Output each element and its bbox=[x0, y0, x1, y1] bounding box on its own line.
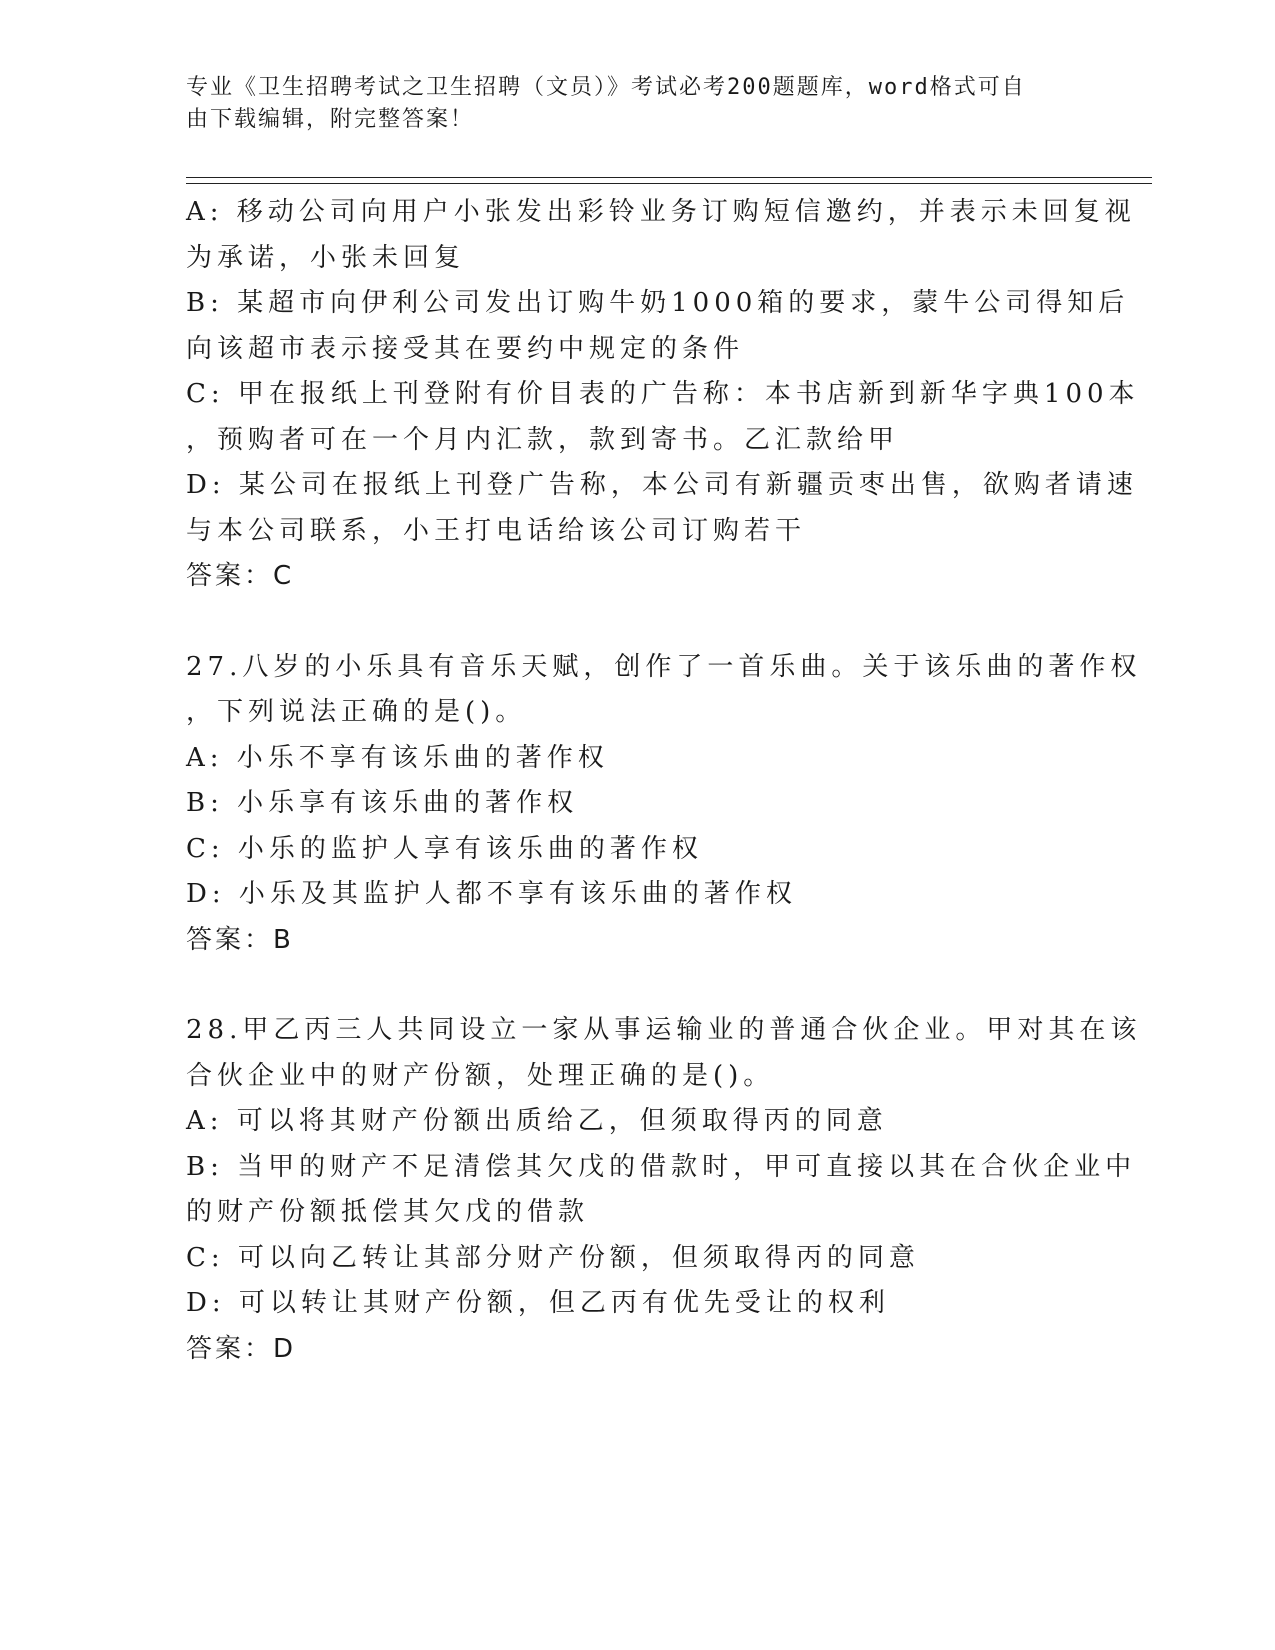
option-c: C: 可以向乙转让其部分财产份额，但须取得丙的同意 bbox=[186, 1242, 920, 1273]
option-a-line-2: 为承诺，小张未回复 bbox=[186, 242, 466, 273]
option-b-line-1: B: 某超市向伊利公司发出订购牛奶1000箱的要求，蒙牛公司得知后 bbox=[186, 288, 1130, 318]
option-a: A: 可以将其财产份额出质给乙，但须取得丙的同意 bbox=[186, 1106, 888, 1136]
header-line-2: 由下载编辑，附完整答案！ bbox=[186, 107, 475, 132]
question-stem-line-2: ，下列说法正确的是()。 bbox=[186, 697, 527, 727]
option-b-line-2: 的财产份额抵偿其欠戊的借款 bbox=[186, 1197, 590, 1227]
option-b-line-1: B: 当甲的财产不足清偿其欠戊的借款时，甲可直接以其在合伙企业中 bbox=[186, 1151, 1137, 1182]
answer-line: 答案：C bbox=[186, 561, 295, 591]
option-c-line-2: ，预购者可在一个月内汇款，款到寄书。乙汇款给甲 bbox=[186, 424, 900, 455]
document-body bbox=[186, 190, 1142, 1372]
option-d-line-1: D: 某公司在报纸上刊登广告称，本公司有新疆贡枣出售，欲购者请速 bbox=[186, 470, 1138, 500]
option-a: A: 小乐不享有该乐曲的著作权 bbox=[186, 742, 609, 773]
question-spacer bbox=[186, 963, 1086, 1008]
question-28 bbox=[186, 1008, 1142, 1372]
document-header bbox=[186, 72, 1066, 136]
option-d: D: 可以转让其财产份额，但乙丙有优先受让的权利 bbox=[186, 1288, 890, 1318]
question-27 bbox=[186, 645, 1142, 964]
option-b: B: 小乐享有该乐曲的著作权 bbox=[186, 788, 579, 818]
option-a-line-1: A: 移动公司向用户小张发出彩铃业务订购短信邀约，并表示未回复视 bbox=[186, 197, 1136, 227]
question-spacer bbox=[186, 600, 1086, 645]
option-b-line-2: 向该超市表示接受其在要约中规定的条件 bbox=[186, 333, 745, 364]
option-c-line-1: C: 甲在报纸上刊登附有价目表的广告称：本书店新到新华字典100本 bbox=[186, 379, 1140, 409]
answer-line: 答案：B bbox=[186, 924, 294, 955]
question-stem-line-1: 28.甲乙丙三人共同设立一家从事运输业的普通合伙企业。甲对其在该 bbox=[186, 1015, 1142, 1045]
header-line-1: 专业《卫生招聘考试之卫生招聘（文员）》考试必考200题题库，word格式可自 bbox=[186, 75, 1026, 100]
header-divider-bottom bbox=[186, 183, 1152, 184]
option-c: C: 小乐的监护人享有该乐曲的著作权 bbox=[186, 833, 703, 864]
option-d-line-2: 与本公司联系，小王打电话给该公司订购若干 bbox=[186, 515, 807, 546]
question-stem-line-1: 27.八岁的小乐具有音乐天赋，创作了一首乐曲。关于该乐曲的著作权 bbox=[186, 651, 1142, 682]
question-26-options bbox=[186, 190, 1140, 600]
option-d: D: 小乐及其监护人都不享有该乐曲的著作权 bbox=[186, 879, 797, 909]
header-divider-top bbox=[186, 177, 1152, 178]
answer-line: 答案：D bbox=[186, 1333, 297, 1364]
question-stem-line-2: 合伙企业中的财产份额，处理正确的是()。 bbox=[186, 1060, 775, 1091]
